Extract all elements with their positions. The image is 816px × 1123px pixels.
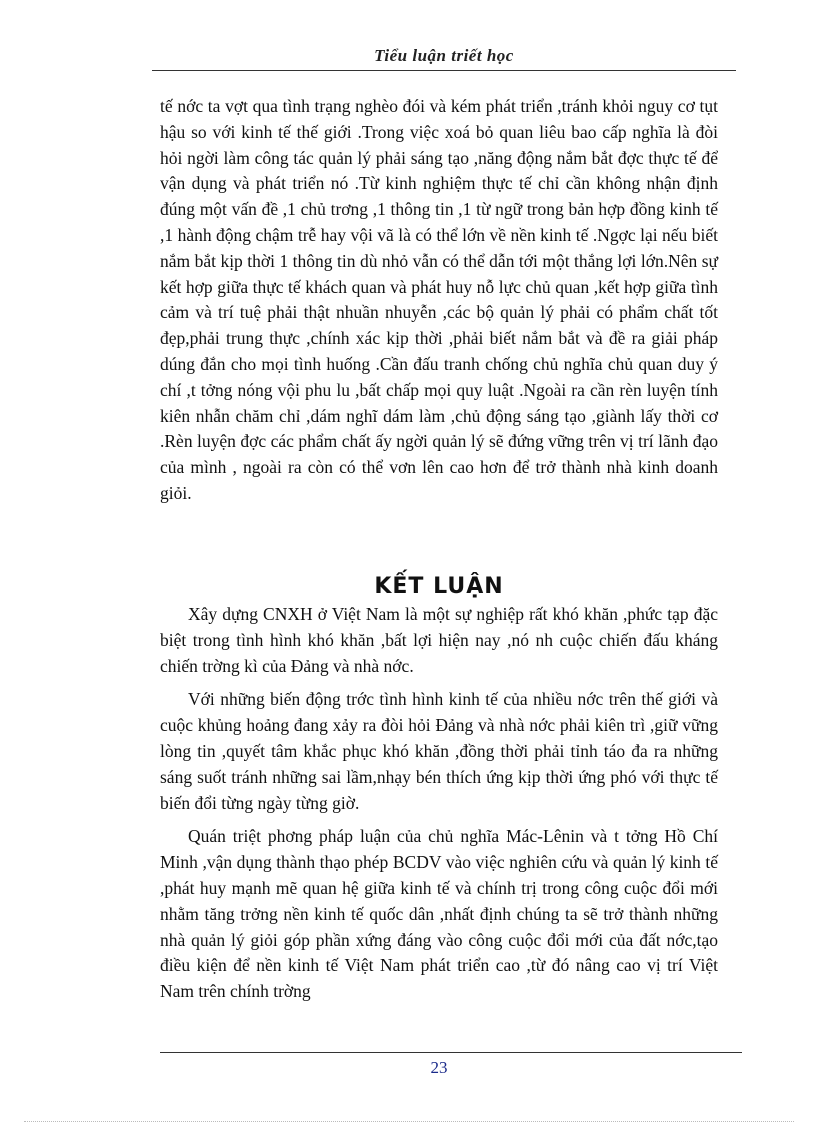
paragraph: tế nớc ta vợt qua tình trạng nghèo đói và kém phát triển ,tránh khỏi nguy cơ tụt hậu so với kinh tế thế giới .Trong việc xoá bỏ quan liêu bao cấp nghĩa là đòi hỏi ngời làm công tác quản lý phải sáng tạo ,năng động nắm bắt đợc thực tế để vận dụng và phát triển nó .Từ kinh nghiệm thực tế chỉ cần không nhận định đúng một vấn đề ,1 chủ trơng ,1 thông tin ,1 từ ngữ trong bản hợp đồng kinh tế ,1 hành động chậm trễ hay vội vã là có thể lớn về nền kinh tế .Ngợc lại nếu biết nắm bắt kịp thời 1 thông tin dù nhỏ vẫn có thể dẫn tới một thắng lợi lớn.Nên sự kết hợp giữa thực tế khách quan và phát huy nỗ lực chủ quan ,kết hợp giữa tình cảm và trí tuệ phải thật nhuần nhuyễn ,các bộ quản lý phải có phẩm chất tốt đẹp,phải trung thực ,chính xác kịp thời ,phải biết nắm bắt và đề ra giải pháp dúng đắn cho mọi tình huống .Cần đấu tranh chống chủ nghĩa chủ quan duy ý chí ,t tởng nóng vội phu lu ,bất chấp mọi quy luật .Ngoài ra cần rèn luyện tính kiên nhẫn chăm chỉ ,dám nghĩ dám làm ,chủ động sáng tạo ,giành lấy thời cơ .Rèn luyện đợc các phẩm chất ấy ngời quản lý sẽ đứng vững trên vị trí lãnh đạo của mình , ngoài ra còn có thể vơn lên cao hơn để trở thành nhà kinh doanh giỏi.: [160, 96, 718, 503]
footer-divider: [160, 1052, 742, 1053]
conclusion-paragraph: Quán triệt phơng pháp luận của chủ nghĩa Mác-Lênin và t tởng Hồ Chí Minh ,vận dụng thành thạo phép BCDV vào việc nghiên cứu và quản lý kinh tế ,phát huy mạnh mẽ quan hệ giữa kinh tế và chính trị trong công cuộc đổi mới nhằm tăng trởng nền kinh tế quốc dân ,nhất định chúng ta sẽ trở thành những nhà quản lý giỏi góp phần xứng đáng vào công cuộc đổi mới của đất nớc,tạo điều kiện để nền kinh tế Việt Nam phát triển cao ,từ đó nâng cao vị trí Việt Nam trên chính trờng: [160, 826, 718, 1002]
header-divider: [152, 70, 736, 71]
conclusion-paragraph: Xây dựng CNXH ở Việt Nam là một sự nghiệp rất khó khăn ,phức tạp đặc biệt trong tình hình khó khăn ,bất lợi hiện nay ,nó nh cuộc chiến đấu kháng chiến trờng kì của Đảng và nhà nớc.: [160, 604, 718, 676]
page-number: 23: [430, 1058, 448, 1077]
conclusion-text: [160, 602, 718, 1013]
page-edge: [24, 1121, 794, 1122]
conclusion-paragraph: Với những biến động trớc tình hình kinh tế của nhiều nớc trên thế giới và cuộc khủng hoảng đang xảy ra đòi hỏi Đảng và nhà nớc phải kiên trì ,giữ vững lòng tin ,quyết tâm khắc phục khó khăn ,đồng thời phải tỉnh táo đa ra những sáng suốt tránh những sai lầm,nhạy bén thích ứng kịp thời ứng phó với thực tế biến đổi từng ngày từng giờ.: [160, 689, 718, 813]
body-text: [160, 94, 718, 507]
conclusion-heading: KẾT LUẬN: [374, 574, 504, 599]
page-header-title: Tiểu luận triết học: [374, 46, 514, 65]
